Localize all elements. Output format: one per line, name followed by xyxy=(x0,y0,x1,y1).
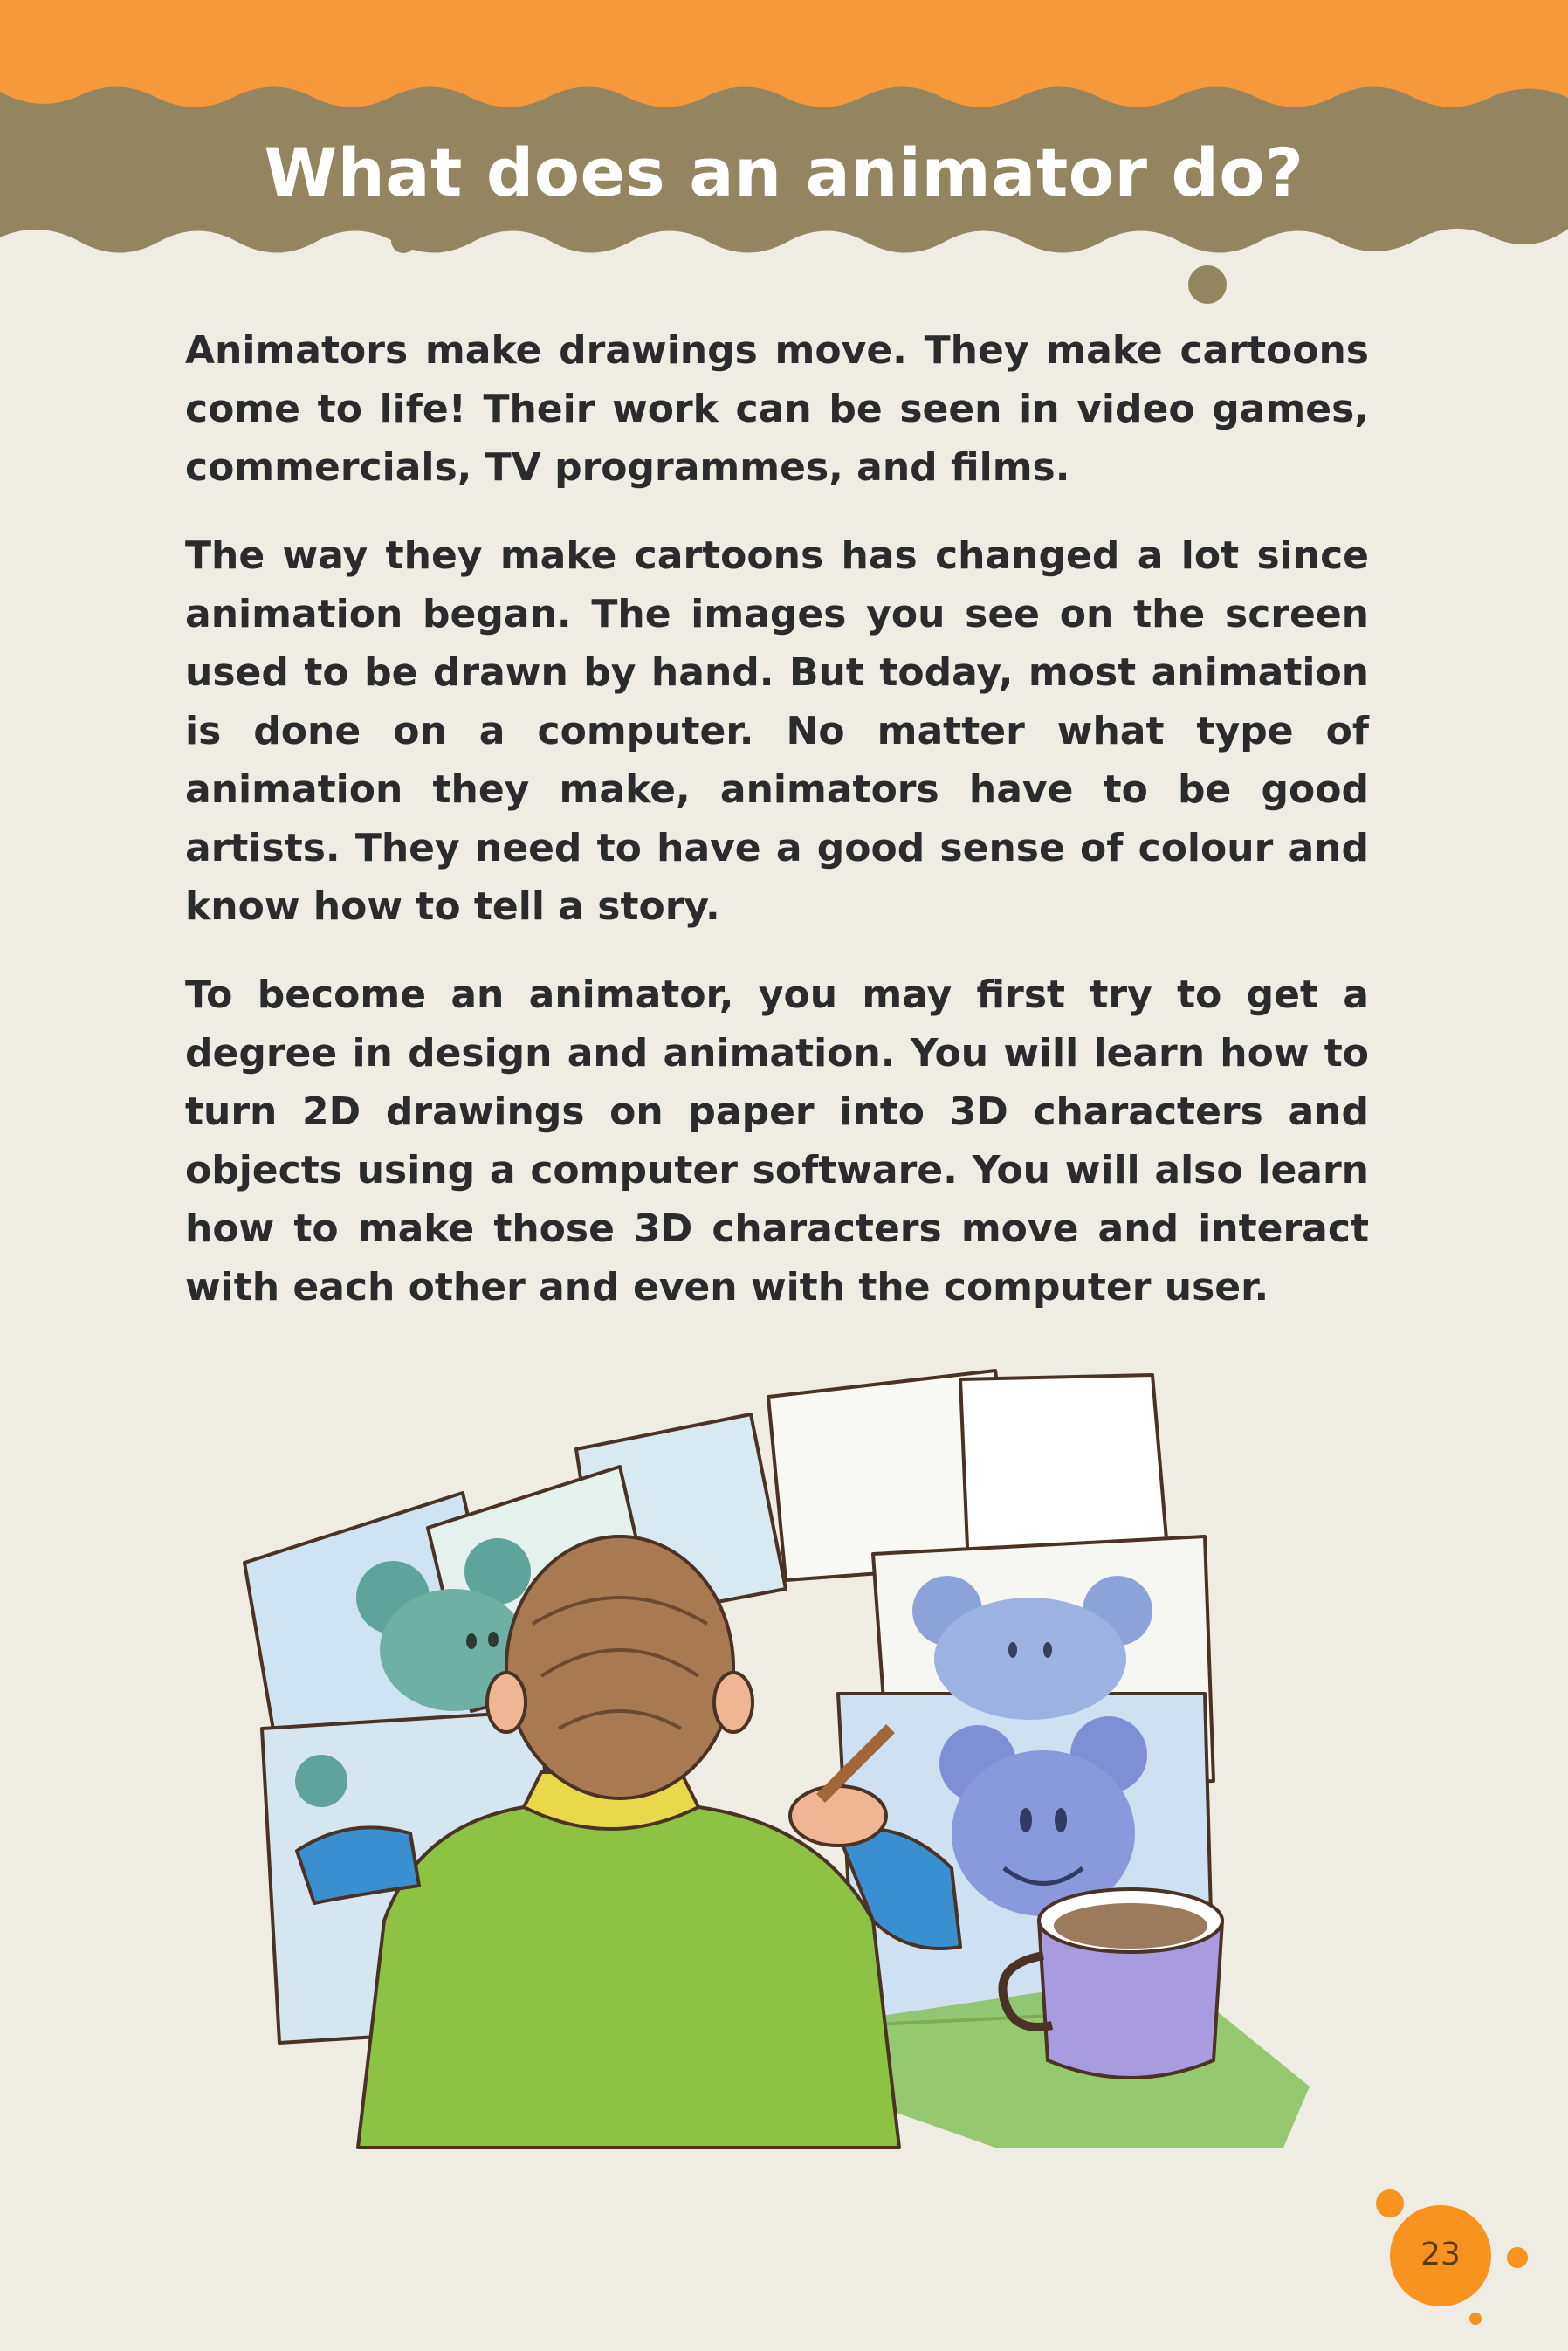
paragraph-2: The way they make cartoons has changed a lot since animation began. The images you see on the screen used to be drawn by hand. But today, most animation is done on a computer. No matter what type of animation they make, animators have to be good artists. They need to have a good sense of colour and know how to tell a story. xyxy=(185,533,1369,929)
paragraph-3: To become an animator, you may first try to get a degree in design and animation. You will learn how to turn 2D drawings on paper into 3D characters and objects using a computer software. You will also learn how to make those 3D characters move and interact with each other and even with the computer user. xyxy=(185,973,1369,1310)
paragraph-1: Animators make drawings move. They make cartoons come to life! Their work can be seen in video games, commercials, TV programmes, and films. xyxy=(185,328,1369,490)
body-text xyxy=(185,321,1369,1346)
page-number: 23 xyxy=(1420,2237,1461,2272)
page-title: What does an animator do? xyxy=(264,134,1304,211)
animator-illustration xyxy=(210,1362,1379,2174)
